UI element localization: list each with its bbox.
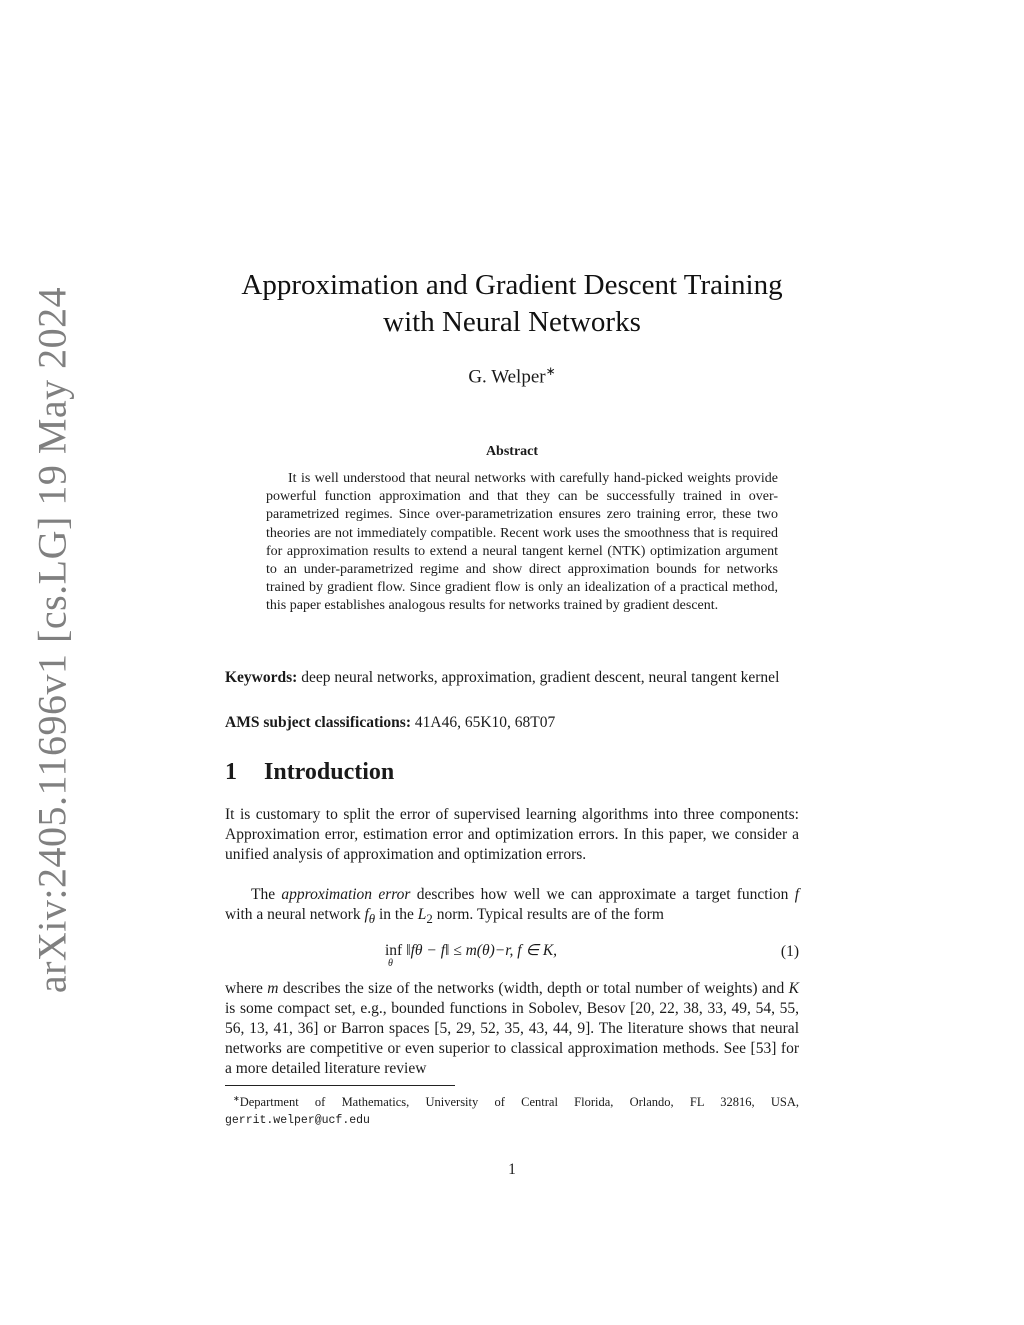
ams-classification-block [225,713,799,733]
abstract-text: It is well understood that neural networks with carefully hand-picked weights provide powerful function approximation and that they can be successfully trained in over-parametrized regimes. Since over-parametrization ensures zero training error, these two theories are not immediately compatible. Recent work uses the smoothness that is required for approximation results to extend a neural tangent kernel (NTK) optimization argument to an under-parametrized regime and show direct approximation bounds for networks trained by gradient flow. Since gradient flow is only an idealization of a practical method, this paper establishes analogous results for networks trained by gradient descent. [266,471,778,614]
intro-paragraph-3 [225,979,799,1079]
paper-title [0,267,1024,341]
ams-label: AMS subject classifications: [225,714,411,731]
p3-text-b: describes the size of the networks (width, depth or total number of weights) and [278,980,789,997]
p2-math-theta: θ [368,911,376,927]
p2-math-ftheta: f [364,906,369,923]
p2-text-d: in the [375,906,418,923]
p2-emphasis: approximation error [281,886,411,903]
footnote [225,1091,799,1129]
intro-paragraph-1: It is customary to split the error of supervised learning algorithms into three components: Approximation error, estimation error and optimization errors. In this paper, we consider a unified analysis of approximation and optimization errors. [225,806,799,863]
author-footnote-marker: ∗ [545,364,556,378]
equation-number: (1) [780,943,799,960]
p2-text-b: describes how well we can approximate a target function [410,886,795,903]
inf-operator: inf [385,942,403,959]
p3-text-c: is some compact set, e.g., bounded functions in Sobolev, Besov [20, 22, 38, 33, 49, 54, 55, 56, 13, 41, 36] or Barron spaces [5, 29, 52, 35, 43, 44, 9]. The literature shows that neural networks are competitive or even superior to classical approximation methods. See [53] for a more detailed literature review [225,1000,799,1077]
keywords-label: Keywords: [225,669,298,686]
keywords-text: deep neural networks, approximation, gradient descent, neural tangent kernel [301,669,780,686]
title-line-2: with Neural Networks [383,306,641,338]
p3-text-a: where [225,980,268,997]
arxiv-identifier-stamp: arXiv:2405.11696v1 [cs.LG] 19 May 2024 [29,286,75,994]
p2-math-L-subscript: 2 [426,911,433,927]
p3-math-m: m [267,980,279,997]
keywords-block [225,668,799,688]
inf-subscript: θ [388,958,393,969]
equation-inf [385,942,403,969]
page-number: 1 [508,1161,516,1178]
equation-expression: ‖fθ − f‖ ≤ m(θ)−r, f ∈ K, [406,942,558,959]
p3-math-K: K [788,980,799,997]
section-number: 1 [225,759,237,785]
author-name: G. Welper [468,366,546,388]
intro-paragraph-2 [225,885,799,929]
title-line-1: Approximation and Gradient Descent Training [241,269,783,301]
footnote-affiliation: Department of Mathematics, University of Central Florida, Orlando, FL 32816, USA, [239,1095,799,1110]
p2-text-c: with a neural network [225,906,365,923]
author-line [0,364,1024,388]
equation-1 [225,939,799,973]
section-title: Introduction [264,759,395,785]
footnote-divider [225,1085,455,1086]
section-heading [225,759,394,786]
p2-text-e: norm. Typical results are of the form [432,906,664,923]
p2-math-f: f [794,886,799,903]
ams-text: 41A46, 65K10, 68T07 [414,714,556,731]
footnote-marker: ∗ [233,1094,240,1103]
footnote-email-link[interactable]: gerrit.welper@ucf.edu [225,1113,370,1127]
equation-body [385,941,558,969]
p2-math-L: L [417,906,427,923]
p2-text-a: The [251,886,282,903]
abstract-heading: Abstract [485,444,539,459]
